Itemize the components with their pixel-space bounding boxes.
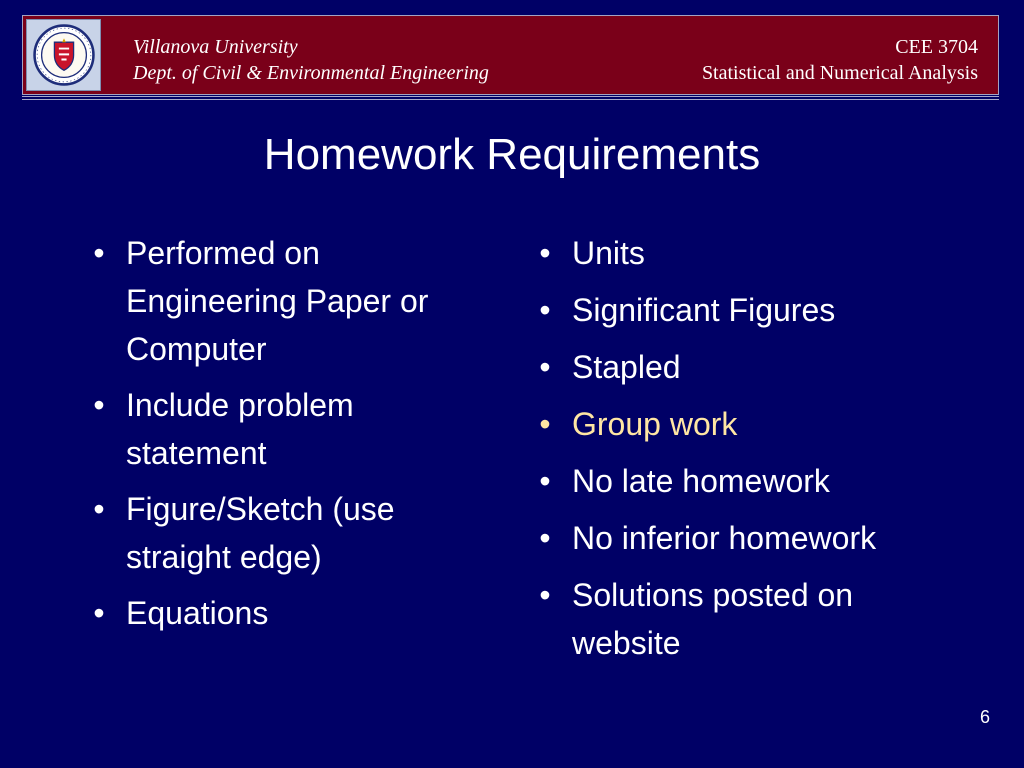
list-item	[526, 457, 956, 505]
list-item	[526, 571, 956, 667]
header-university-name: Villanova University	[133, 36, 298, 58]
bullet-dot-icon: •	[539, 577, 551, 613]
list-item	[526, 343, 956, 391]
header-course-code: CEE 3704	[895, 36, 978, 58]
slide-number: 6	[979, 707, 990, 727]
right-bullet-list	[526, 229, 956, 667]
list-item-text: Solutions posted on website	[572, 577, 854, 661]
list-item-highlighted	[526, 400, 956, 448]
bullet-dot-icon: •	[539, 235, 551, 271]
left-bullet-list	[80, 229, 470, 637]
list-item	[80, 381, 470, 477]
list-item	[526, 514, 956, 562]
header-department-name: Dept. of Civil & Environmental Engineering	[133, 62, 489, 84]
list-item-text: Equations	[126, 595, 269, 631]
bullet-dot-icon: •	[93, 235, 105, 271]
header-course-title: Statistical and Numerical Analysis	[701, 62, 978, 84]
list-item-text: Include problem statement	[126, 387, 354, 471]
list-item-text: Group work	[572, 406, 738, 442]
bullet-dot-icon: •	[539, 520, 551, 556]
list-item-text: No inferior homework	[572, 520, 877, 556]
header-divider	[22, 96, 999, 97]
list-item-text: Units	[572, 235, 645, 271]
list-item	[80, 485, 470, 581]
list-item-text: Significant Figures	[572, 292, 836, 328]
bullet-dot-icon: •	[93, 387, 105, 423]
bullet-dot-icon: •	[539, 406, 551, 442]
list-item-text: Stapled	[572, 349, 681, 385]
bullet-dot-icon: •	[93, 491, 105, 527]
list-item-text: No late homework	[572, 463, 830, 499]
list-item	[526, 229, 956, 277]
bullet-dot-icon: •	[539, 463, 551, 499]
list-item	[80, 229, 470, 373]
bullet-dot-icon: •	[93, 595, 105, 631]
header-bar	[22, 15, 999, 95]
list-item	[80, 589, 470, 637]
list-item-text: Performed on Engineering Paper or Computer	[126, 235, 429, 367]
page-title: Homework Requirements	[263, 130, 761, 179]
bullet-dot-icon: •	[539, 292, 551, 328]
bullet-dot-icon: •	[539, 349, 551, 385]
university-seal-icon	[26, 19, 101, 91]
header-divider	[22, 99, 999, 100]
list-item-text: Figure/Sketch (use straight edge)	[126, 491, 395, 575]
list-item	[526, 286, 956, 334]
